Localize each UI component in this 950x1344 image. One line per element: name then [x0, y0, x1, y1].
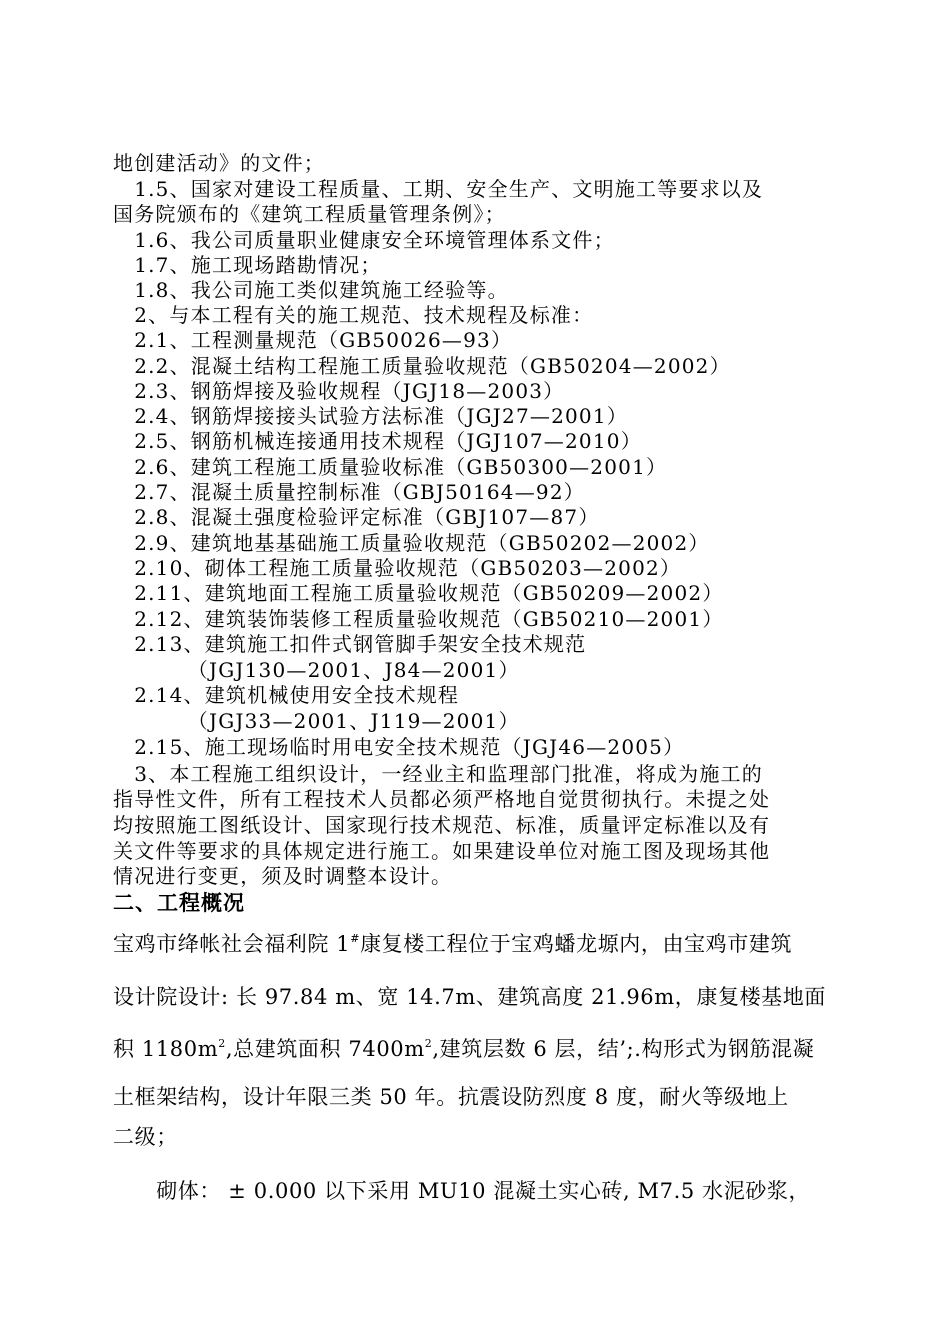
text-line: 2.7、混凝土质量控制标准（GBJ50164—92）	[113, 480, 585, 504]
text-line: 1.8、我公司施工类似建筑施工经验等。	[113, 278, 509, 302]
text-line: 1.6、我公司质量职业健康安全环境管理体系文件；	[113, 228, 615, 252]
section-2-heading: 二、工程概况	[113, 890, 245, 915]
text-line: 2.12、建筑装饰装修工程质量验收规范（GB50210—2001）	[113, 607, 724, 631]
text-line: 3、本工程施工组织设计，一经业主和监理部门批准，将成为施工的	[113, 762, 763, 786]
overview-line: 砌体： ± 0.000 以下采用 MU10 混凝土实心砖, M7.5 水泥砂浆，	[113, 1179, 811, 1203]
text-line: 1.5、国家对建设工程质量、工期、安全生产、文明施工等要求以及	[113, 177, 764, 201]
text-line: 1.7、施工现场踏勘情况；	[113, 253, 382, 277]
text-line: 2.8、混凝土强度检验评定标准（GBJ107—87）	[113, 505, 600, 529]
text-line: 指导性文件，所有工程技术人员都必须严格地自觉贯彻执行。未提之处	[113, 787, 771, 811]
overview-line: 设计院设计: 长 97.84 m、宽 14.7m、建筑高度 21.96m，康复楼基地面	[113, 985, 826, 1009]
overview-line: 二级；	[113, 1125, 178, 1149]
text-line: 均按照施工图纸设计、国家现行技术规范、标准，质量评定标准以及有	[113, 813, 771, 837]
text-line: 2.13、建筑施工扣件式钢管脚手架安全技术规范	[113, 632, 587, 656]
text-line: 2.2、混凝土结构工程施工质量验收规范（GB50204—2002）	[113, 354, 731, 378]
text-line: 2.5、钢筋机械连接通用技术规程（JGJ107—2010）	[113, 429, 642, 453]
text-line: 2、与本工程有关的施工规范、技术规程及标准：	[113, 303, 594, 327]
text-line: 2.3、钢筋焊接及验收规程（JGJ18—2003）	[113, 379, 565, 403]
text-line: 2.15、施工现场临时用电安全技术规范（JGJ46—2005）	[113, 735, 685, 759]
text-line: 2.11、建筑地面工程施工质量验收规范（GB50209—2002）	[113, 581, 724, 605]
text-line: 国务院颁布的《建筑工程质量管理条例》；	[113, 202, 506, 226]
overview-line: 积 $1180m^2$,总建筑面积 $7400m^2$,建筑层数 6 层，结’;.构形式为钢筋混凝	[113, 1037, 815, 1061]
text-line: （JGJ33—2001、J119—2001）	[113, 709, 520, 733]
text-line: 2.6、建筑工程施工质量验收标准（GB50300—2001）	[113, 455, 668, 479]
text-line: 关文件等要求的具体规定进行施工。如果建设单位对施工图及现场其他	[113, 839, 771, 863]
text-line: 2.9、建筑地基基础施工质量验收规范（GB50202—2002）	[113, 531, 710, 555]
text-line: 地创建活动》的文件；	[113, 151, 325, 175]
text-line: 2.10、砌体工程施工质量验收规范（GB50203—2002）	[113, 556, 682, 580]
text-line: 2.14、建筑机械使用安全技术规程	[113, 683, 460, 707]
text-line: 情况进行变更，须及时调整本设计。	[113, 864, 453, 888]
overview-line: 土框架结构，设计年限三类 50 年。抗震设防烈度 8 度，耐火等级地上	[113, 1085, 789, 1109]
overview-line: 宝鸡市绛帐社会福利院 1#康复楼工程位于宝鸡蟠龙塬内，由宝鸡市建筑	[113, 932, 793, 956]
text-line: 2.1、工程测量规范（GB50026—93）	[113, 328, 513, 352]
text-line: （JGJ130—2001、J84—2001）	[113, 658, 520, 682]
text-line: 2.4、钢筋焊接接头试验方法标准（JGJ27—2001）	[113, 404, 628, 428]
